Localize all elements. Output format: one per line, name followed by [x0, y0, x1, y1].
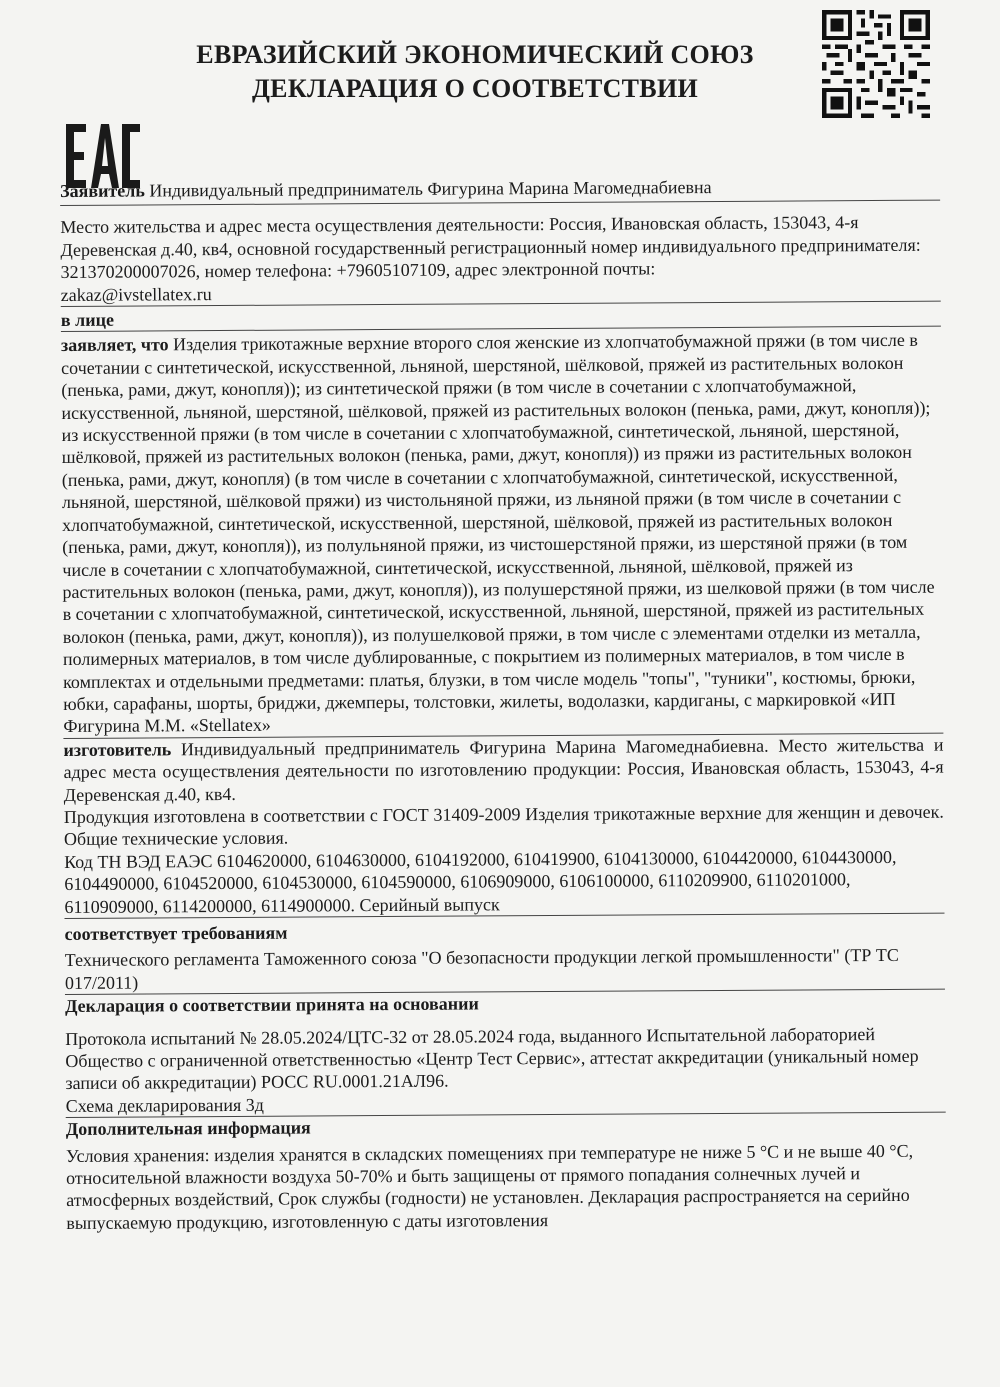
document-header	[150, 38, 800, 106]
additional-text: Условия хранения: изделия хранятся в складских помещениях при температуре не ниже 5 °С и не выше 40 °С, относительной влажности воздуха 50-70% и быть защищены от прямого попадания солнечных лучей и атмосферных воздействий, Срок службы (годности) не установлен. Декларация распространяется на серийно выпускаемую продукцию, изготовленную с даты изготовления	[65, 1140, 914, 1233]
header-union-title: ЕВРАЗИЙСКИЙ ЭКОНОМИЧЕСКИЙ СОЮЗ	[196, 40, 754, 69]
in-person-label: в лице	[60, 309, 114, 331]
applicant-label: Заявитель	[60, 180, 145, 201]
basis-text: Протокола испытаний № 28.05.2024/ЦТС-32 от 28.05.2024 года, выданного Испытательной лабораторией Общество с ограниченной ответственностью «Центр Тест Сервис», аттестат аккредитации (уникальный номер записи об аккредитации) РОСС RU.0001.21АЛ96.	[65, 1023, 919, 1094]
basis-label: Декларация о соответствии принята на основании	[64, 993, 479, 1017]
declares-row	[61, 327, 943, 739]
header-declaration-title: ДЕКЛАРАЦИЯ О СООТВЕТСТВИИ	[251, 74, 698, 103]
declaration-content	[60, 175, 946, 1235]
declares-text: Изделия трикотажные верхние второго слоя женские из хлопчатобумажной пряжи (в том числе в сочетании с синтетической, искусственной, льняной, шерстяной, шёлковой, пряжей из растительных волокон (пенька, рами, джут, конопля)); из синтетической пряжи (в том числе в сочетании с хлопчатобумажной, искусственной, льняной, шерстяной, шёлковой, пряжей из растительных волокон (пенька, рами, джут, конопля)); из искусственной пряжи (в том числе в сочетании с хлопчатобумажной, синтетической, льняной, шерстяной, шёлковой, пряжей из растительных волокон (пенька, рами, джут, конопля)) из пряжи из растительных волокон (пенька, рами, джут, конопля) (в том числе в сочетании с хлопчатобумажной, синтетической, искусственной, льняной, шерстяной, шёлковой пряжи) из чистольняной пряжи, из льняной пряжи (в том числе в сочетании с хлопчатобумажной, синтетической, искусственной, шерстяной, шёлковой, пряжей из растительных волокон (пенька, рами, джут, конопля)), из полульняной пряжи, из чистошерстяной пряжи, из шерстяной пряжи (в том числе в сочетании с хлопчатобумажной, синтетической, искусственной, льняной, шёлковой, пряжей из растительных волокон (пенька, рами, джут, конопля)), из полушерстяной пряжи, из шелковой пряжи (в том числе в сочетании с хлопчатобумажной, синтетической, искусственной, льняной, шерстяной, пряжей из растительных волокон (пенька, рами, джут, конопля)), из полушелковой пряжи, в том числе с элементами отделки из металла, полимерных материалов, в том числе дублированные, с покрытием из полимерных материалов, в том числе в комплектах и отдельными предметами: платья, блузки, в том числе модель "топы", "туники", костюмы, брюки, юбки, сарафаны, шорты, бриджи, джемперы, толстовки, жилеты, водолазки, кардиганы, с маркировкой «ИП Фигурина М.М. «Stellatex»	[61, 330, 935, 737]
standard-text: Продукция изготовлена в соответствии с ГОСТ 31409-2009 Изделия трикотажные верхние для женщин и девочек. Общие технические условия.	[63, 801, 944, 850]
address-text: Место жительства и адрес места осуществления деятельности: Россия, Ивановская область, 153043, 4-я Деревенская д.40, кв4, основной государственный регистрационный номер индивидуального предпринимателя: 321370200007026, номер телефона: +79605107109, адрес электронной почты:	[60, 212, 921, 283]
manufacturer-label: изготовитель	[63, 739, 172, 760]
conformity-label: соответствует требованиям	[64, 922, 288, 944]
additional-row	[66, 1113, 947, 1234]
conformity-text: Технического регламента Таможенного союза "О безопасности продукции легкой промышленности" (ТР ТС 017/2011)	[64, 945, 899, 993]
codes-text: Код ТН ВЭД ЕАЭС 6104620000, 6104630000, 6104192000, 610419900, 6104130000, 6104420000, 6104430000, 6104490000, 6104520000, 6104530000, 6104590000, 6106909000, 6106100000, 6110209900, 6110201000, 6110909000, 6114200000, 6114900000. Серийный выпуск	[64, 846, 897, 917]
basis-scheme: Схема декларирования 3д	[65, 1094, 264, 1116]
declares-label: заявляет, что	[60, 334, 169, 356]
conformity-row	[65, 918, 945, 996]
manufacturer-row	[63, 733, 944, 919]
address-email: zakaz@ivstellatex.ru	[60, 283, 212, 305]
qr-code-icon	[822, 10, 930, 118]
applicant-value: Индивидуальный предприниматель Фигурина Марина Магомеднабиевна	[144, 177, 712, 201]
basis-row	[65, 990, 946, 1118]
address-row	[60, 201, 941, 307]
manufacturer-text: Индивидуальный предприниматель Фигурина Марина Магомеднабиевна. Место жительства и адрес места осуществления деятельности по изготовлению продукции: Россия, Ивановская область, 153043, 4-я Деревенская д.40, кв4.	[63, 734, 944, 805]
additional-label: Дополнительная информация	[65, 1117, 311, 1140]
